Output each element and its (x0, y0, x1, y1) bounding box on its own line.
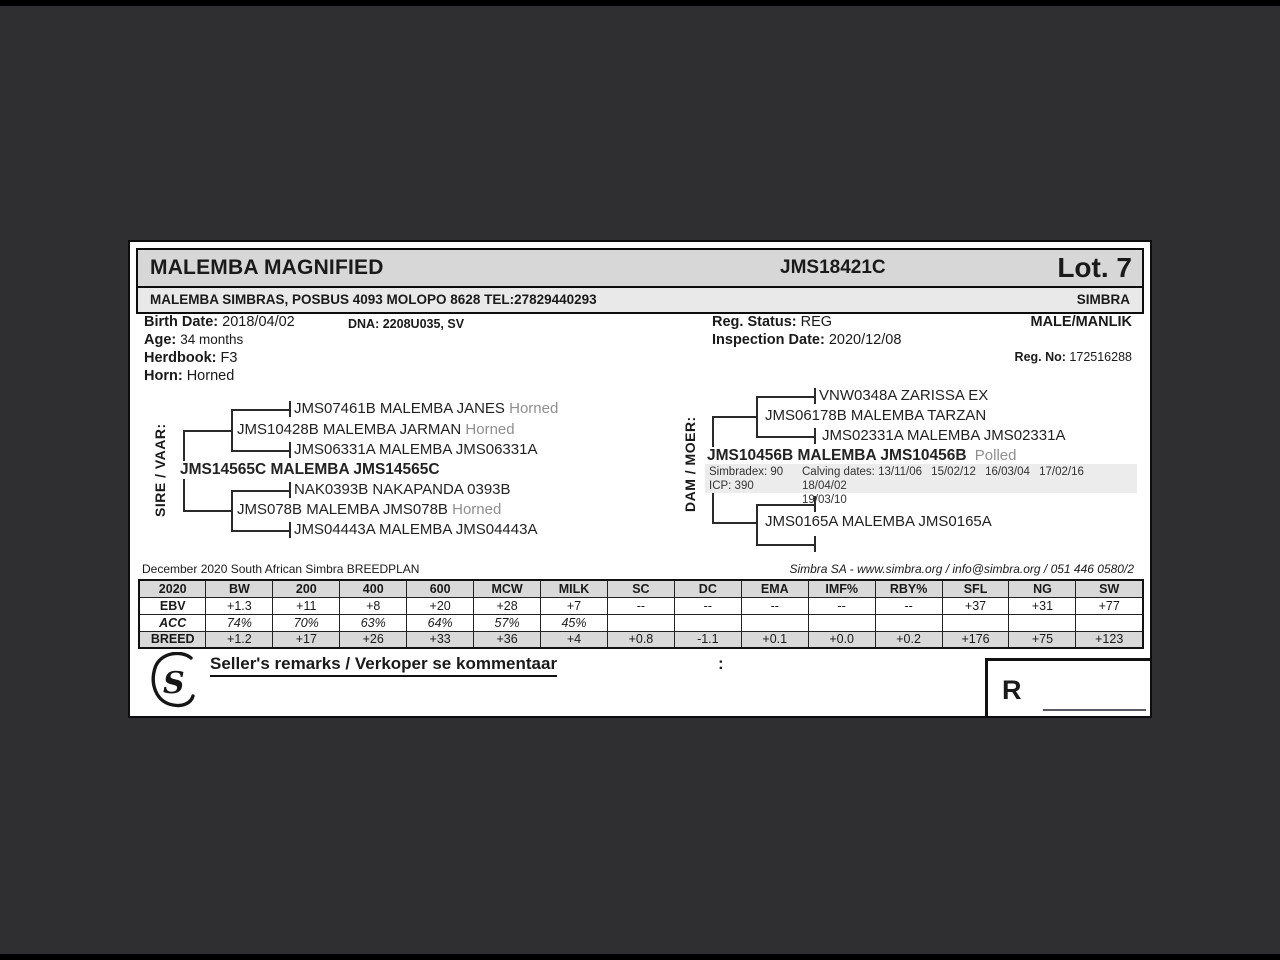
dam-name-row (705, 447, 1016, 465)
bottom-edge-bar (0, 954, 1280, 960)
logo-letter: S (163, 666, 185, 701)
breedplan-row-label: EBV (139, 597, 206, 614)
breedplan-value-cell (808, 614, 875, 631)
reg-status-value: REG (800, 314, 833, 330)
pedigree-connector (756, 504, 758, 546)
currency-symbol: R (1002, 675, 1022, 705)
sire-section-label: SIRE / VAAR: (152, 423, 168, 517)
age-field (144, 331, 243, 349)
breedplan-table-head (139, 580, 1143, 597)
breedplan-value-cell: +26 (340, 631, 407, 648)
dna-field (348, 315, 464, 333)
sire-sire-name: JMS10428B MALEMBA JARMAN (237, 421, 462, 438)
breedplan-value-cell: +1.2 (206, 631, 273, 648)
breedplan-value-cell (1009, 614, 1076, 631)
breedplan-value-cell (875, 614, 942, 631)
seller-remarks-label: Seller's remarks / Verkoper se kommentaar (210, 654, 558, 673)
breedplan-col-header: 2020 (139, 580, 206, 597)
age-label: Age: (144, 332, 177, 348)
dam-granddam-row (822, 427, 1065, 445)
breedplan-col-header: MILK (541, 580, 608, 597)
breedplan-col-header: IMF% (808, 580, 875, 597)
breedplan-value-cell: -- (875, 597, 942, 614)
reg-status-field (712, 313, 832, 331)
breedplan-value-cell: +20 (407, 597, 474, 614)
dna-label: DNA: (348, 317, 380, 331)
sire-granddam-row (294, 441, 537, 459)
pedigree-tick (289, 522, 291, 538)
breedplan-col-header: SFL (942, 580, 1009, 597)
breedplan-value-cell (607, 614, 674, 631)
breedplan-value-cell: +28 (474, 597, 541, 614)
breedplan-row-label: ACC (139, 614, 206, 631)
pedigree-connector (183, 430, 233, 432)
breedplan-col-header: SC (607, 580, 674, 597)
pedigree-tick (289, 442, 291, 458)
pedigree-connector (231, 490, 291, 492)
pedigree-connector (756, 436, 816, 438)
sire-dam-name: JMS078B MALEMBA JMS078B (237, 501, 448, 518)
breedplan-value-cell (942, 614, 1009, 631)
breedplan-col-header: SW (1076, 580, 1143, 597)
breedplan-row-label: BREED (139, 631, 206, 648)
birth-date-value: 2018/04/02 (222, 314, 295, 330)
simbradex-value: Simbradex: 90 (709, 466, 784, 478)
breedplan-value-cell: -- (741, 597, 808, 614)
dam-dam-row (765, 513, 992, 531)
calving-dates-values: 13/11/06 15/02/12 16/03/04 17/02/16 18/04/02 (802, 466, 1084, 492)
pedigree-tick (289, 482, 291, 498)
breedplan-col-header: DC (674, 580, 741, 597)
age-value: 34 months (180, 332, 244, 347)
horn-status: Polled (974, 447, 1017, 464)
catalog-lot-sheet (128, 240, 1152, 718)
inspection-date-field (712, 331, 901, 349)
breedplan-value-cell: +75 (1009, 631, 1076, 648)
breed-name: SIMBRA (1076, 292, 1130, 307)
top-edge-bar (0, 0, 1280, 6)
breedplan-value-cell: 74% (206, 614, 273, 631)
breedplan-value-cell: +0.1 (741, 631, 808, 648)
sire-grandsire-row (294, 400, 558, 418)
breedplan-value-cell: +77 (1076, 597, 1143, 614)
sire-granddam-name: JMS06331A MALEMBA JMS06331A (294, 441, 538, 458)
pedigree-connector (231, 530, 291, 532)
breedplan-col-header: 600 (407, 580, 474, 597)
sex-field: MALE/MANLIK (1030, 314, 1132, 330)
seller-band (138, 288, 1142, 312)
breedplan-value-cell: -- (674, 597, 741, 614)
horn-status: Horned (452, 501, 502, 518)
inspection-date-value: 2020/12/08 (828, 332, 902, 348)
breedplan-col-header: RBY% (875, 580, 942, 597)
reg-no-field (1015, 348, 1132, 366)
breedplan-value-cell: -- (607, 597, 674, 614)
sire-dam-dam-row (294, 521, 537, 539)
breedplan-value-cell: +33 (407, 631, 474, 648)
reg-no-value: 172516288 (1069, 350, 1132, 364)
breedplan-col-header: MCW (474, 580, 541, 597)
breedplan-value-cell: +36 (474, 631, 541, 648)
dam-grandsire-name: VNW0348A ZARISSA EX (819, 387, 989, 404)
breedplan-col-header: 200 (273, 580, 340, 597)
calving-dates-line1 (802, 465, 1137, 493)
dam-stats-box (705, 464, 1137, 506)
dam-name: JMS10456B MALEMBA JMS10456B (705, 447, 971, 464)
sire-dam-sire-name: NAK0393B NAKAPANDA 0393B (294, 481, 511, 498)
breedplan-value-cell: +0.8 (607, 631, 674, 648)
horn-value: Horned (186, 368, 235, 384)
breedplan-value-cell (674, 614, 741, 631)
birth-date-label: Birth Date: (144, 314, 219, 330)
pedigree-connector (231, 409, 291, 411)
price-blank-line (1043, 709, 1146, 711)
birth-date-field (144, 313, 295, 331)
dna-value: 2208U035, SV (382, 317, 465, 331)
dam-sire-row (765, 407, 986, 425)
header-box (136, 248, 1144, 314)
sire-dam-sire-row (294, 481, 511, 499)
breedplan-value-cell: 63% (340, 614, 407, 631)
animal-reg-id: JMS18421C (780, 257, 886, 278)
breedplan-value-cell: +4 (541, 631, 608, 648)
breedplan-col-header: NG (1009, 580, 1076, 597)
breedplan-value-cell: 45% (541, 614, 608, 631)
breedplan-value-cell: +8 (340, 597, 407, 614)
breedplan-value-cell: +1.3 (206, 597, 273, 614)
price-box (985, 658, 1150, 716)
sire-name: JMS14565C MALEMBA JMS14565C (179, 461, 444, 479)
herdbook-value: F3 (220, 350, 238, 366)
dam-section-label: DAM / MOER: (682, 416, 698, 513)
breedplan-value-cell: -1.1 (674, 631, 741, 648)
calving-dates-label: Calving dates: (802, 466, 875, 478)
seller-remarks-heading (210, 654, 557, 677)
dam-granddam-name: JMS02331A MALEMBA JMS02331A (822, 427, 1066, 444)
pedigree-connector (183, 510, 233, 512)
dam-grandsire-row (819, 387, 988, 405)
simbra-org-note: Simbra SA - www.simbra.org / info@simbra.org / 051 446 0580/2 (789, 562, 1134, 576)
breedplan-value-cell: +11 (273, 597, 340, 614)
breedplan-table (138, 579, 1144, 649)
breedplan-value-cell: +7 (541, 597, 608, 614)
stud-brand-logo (148, 652, 200, 708)
pedigree-connector (231, 409, 233, 452)
reg-status-label: Reg. Status: (712, 314, 797, 330)
pedigree-connector (712, 416, 758, 418)
pedigree-connector (712, 522, 758, 524)
lot-number: Lot. 7 (1057, 252, 1132, 283)
horn-field (144, 367, 234, 385)
horn-label: Horn: (144, 368, 183, 384)
dam-sire-name: JMS06178B MALEMBA TARZAN (765, 407, 987, 424)
sire-sire-row (237, 421, 515, 439)
animal-name: MALEMBA MAGNIFIED (150, 256, 384, 279)
breedplan-value-cell: +37 (942, 597, 1009, 614)
pedigree-tick (814, 388, 816, 404)
breedplan-value-cell: +123 (1076, 631, 1143, 648)
pedigree-connector (756, 396, 758, 438)
breedplan-col-header: EMA (741, 580, 808, 597)
dam-dam-name: JMS0165A MALEMBA JMS0165A (765, 513, 992, 530)
breedplan-col-header: 400 (340, 580, 407, 597)
breedplan-value-cell: +0.2 (875, 631, 942, 648)
breedplan-source-note: December 2020 South African Simbra BREEDPLAN (142, 562, 420, 576)
pedigree-tick (289, 401, 291, 417)
sire-grandsire-name: JMS07461B MALEMBA JANES (294, 400, 505, 417)
breedplan-col-header: BW (206, 580, 273, 597)
pedigree-tick (814, 536, 816, 552)
breedplan-value-cell (1076, 614, 1143, 631)
sire-dam-dam-name: JMS04443A MALEMBA JMS04443A (294, 521, 538, 538)
breedplan-value-cell: 64% (407, 614, 474, 631)
reg-no-label: Reg. No: (1014, 350, 1066, 364)
breedplan-value-cell: +0.0 (808, 631, 875, 648)
breedplan-value-cell: +17 (273, 631, 340, 648)
breedplan-value-cell: +176 (942, 631, 1009, 648)
seller-contact-line: MALEMBA SIMBRAS, POSBUS 4093 MOLOPO 8628 TEL:27829440293 (150, 292, 597, 307)
breedplan-value-cell: 57% (474, 614, 541, 631)
herdbook-field (144, 349, 237, 367)
seller-remarks-colon: : (718, 654, 724, 673)
pedigree-connector (756, 544, 816, 546)
title-band (138, 250, 1142, 288)
sire-dam-row (237, 501, 501, 519)
inspection-date-label: Inspection Date: (712, 332, 825, 348)
horn-status: Horned (465, 421, 515, 438)
pedigree-connector (231, 450, 291, 452)
breedplan-value-cell: +31 (1009, 597, 1076, 614)
pedigree-connector (231, 490, 233, 532)
pedigree-connector (756, 396, 816, 398)
breedplan-value-cell (741, 614, 808, 631)
icp-value: ICP: 390 (709, 480, 754, 492)
calving-dates-line2: 19/03/10 (802, 494, 847, 506)
horn-status: Horned (509, 400, 559, 417)
herdbook-label: Herdbook: (144, 350, 217, 366)
breedplan-value-cell: 70% (273, 614, 340, 631)
pedigree-tick (814, 428, 816, 444)
breedplan-table-body (139, 597, 1143, 648)
breedplan-value-cell: -- (808, 597, 875, 614)
